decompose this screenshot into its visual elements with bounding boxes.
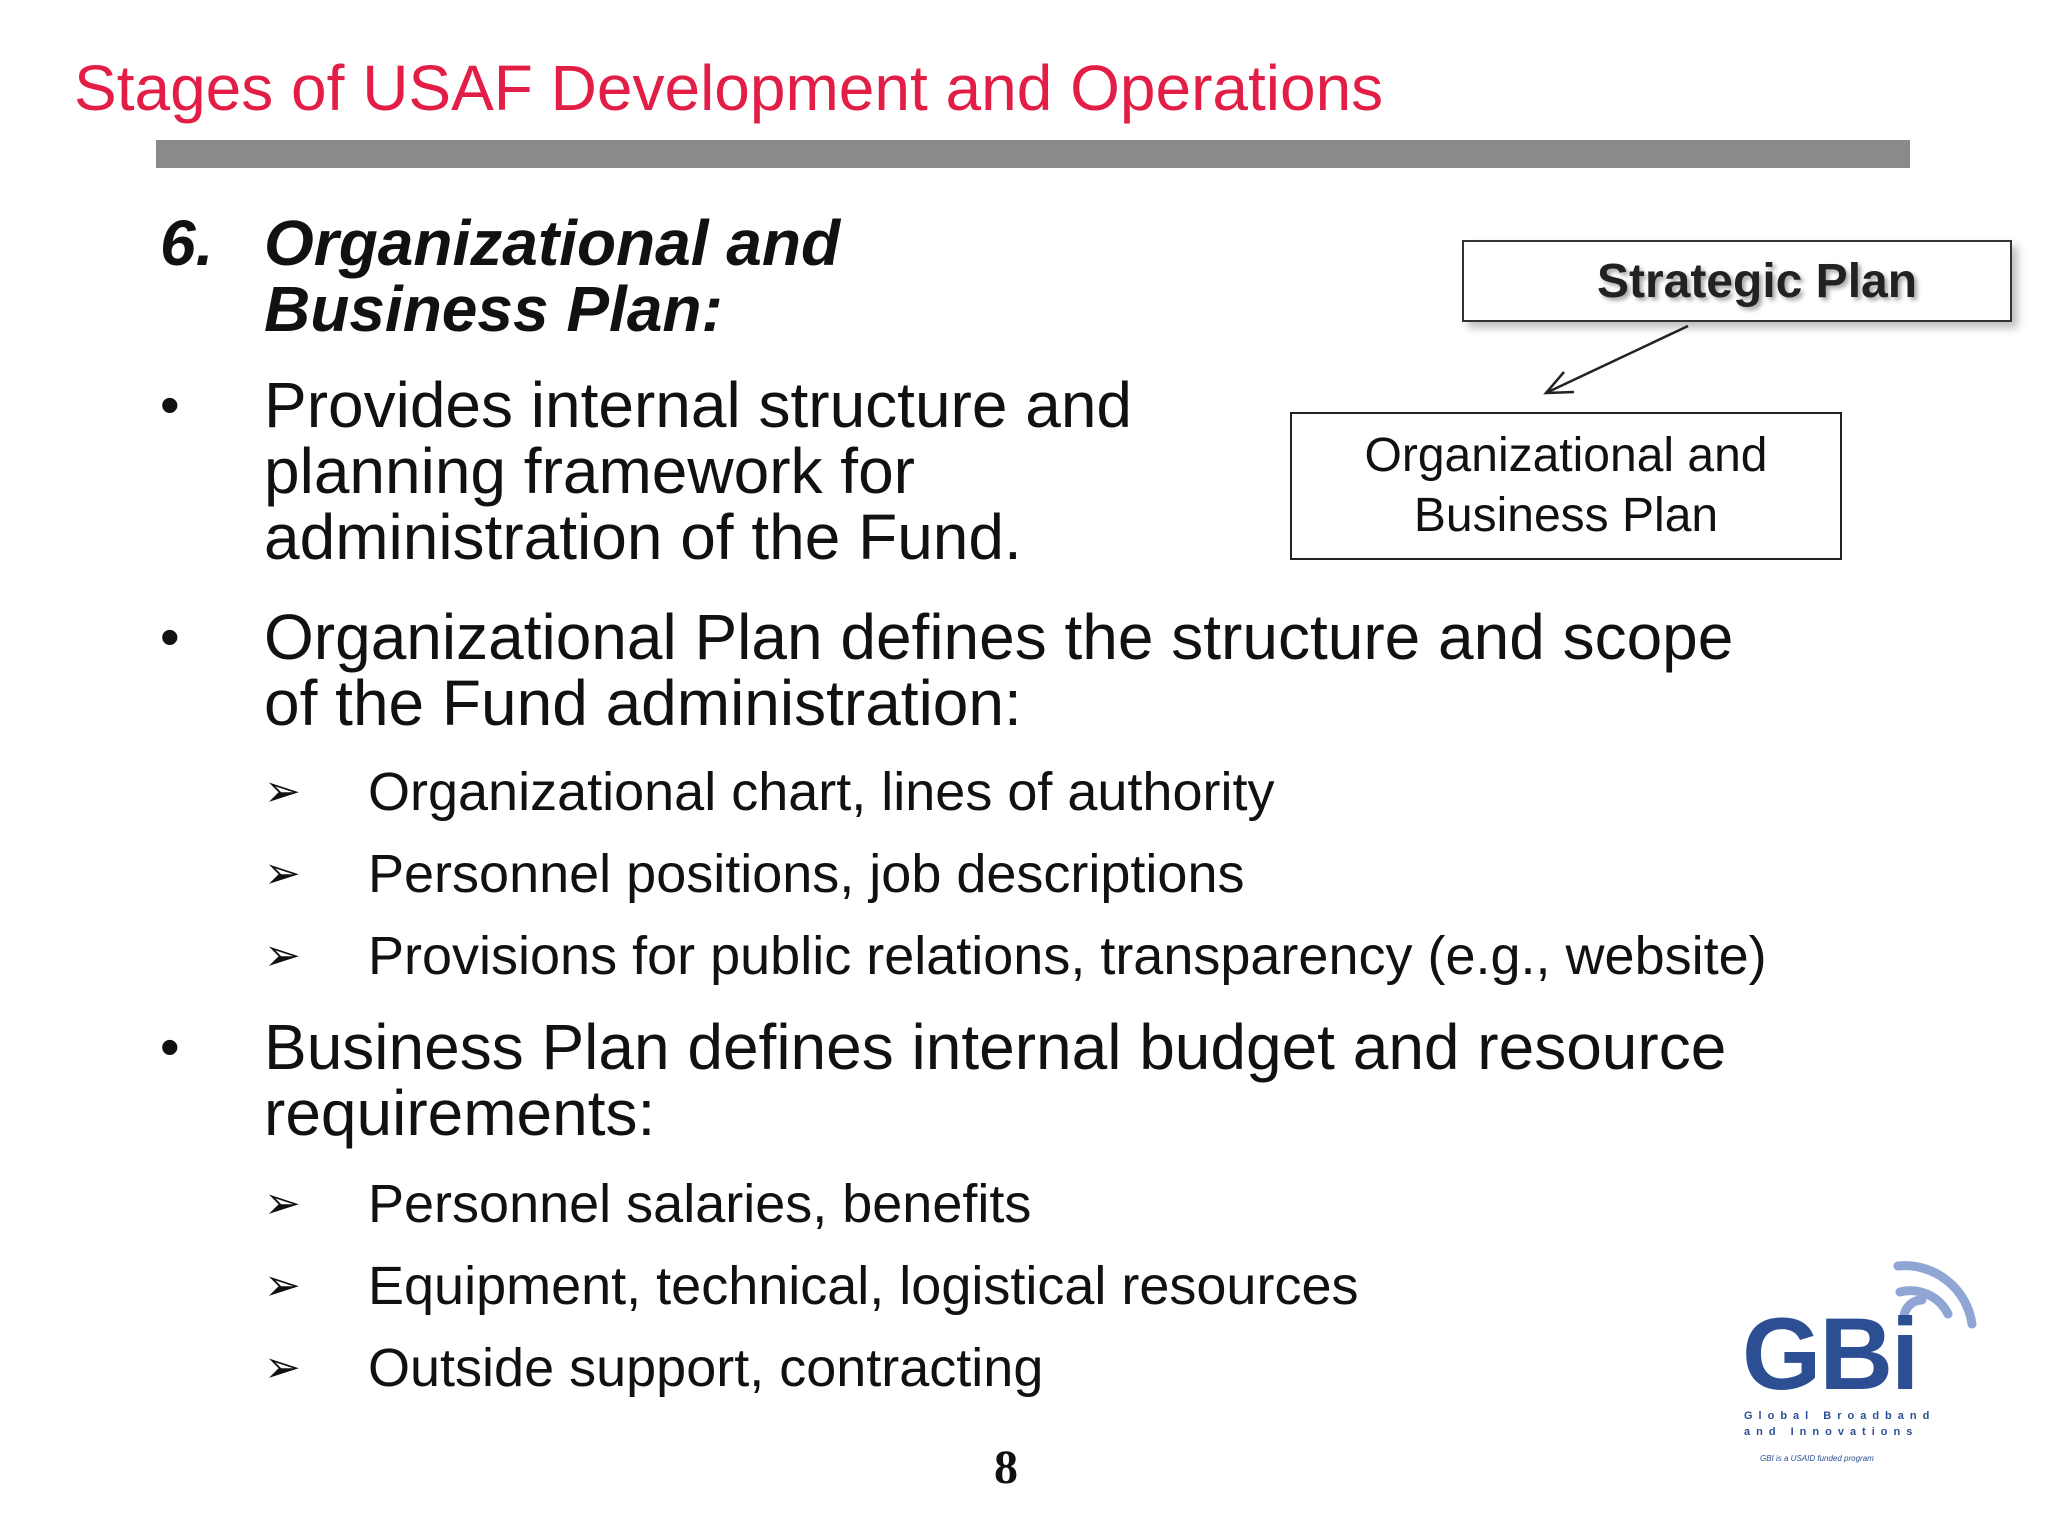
section-heading-line-1: Organizational and: [264, 207, 841, 279]
bullet-line: administration of the Fund.: [264, 501, 1022, 573]
bullet-glyph: •: [160, 1015, 180, 1078]
arrow-bullet-icon: ➢: [264, 767, 301, 816]
bullet-glyph: •: [160, 605, 180, 668]
strategic-plan-label: Strategic Plan: [1596, 255, 1918, 308]
arrow-bullet-icon: ➢: [264, 849, 301, 898]
logo-tagline: Global Broadband: [1744, 1410, 1936, 1422]
logo-mark: GBi: [1742, 1297, 1918, 1411]
bullet-line: planning framework for: [264, 435, 915, 507]
sub-list-text: Outside support, contracting: [368, 1338, 1044, 1398]
bullet-glyph: •: [160, 373, 180, 436]
org-business-plan-box: [1290, 412, 1842, 560]
sub-list-text: Personnel positions, job descriptions: [368, 844, 1245, 904]
connector-arrow: [1530, 320, 1710, 400]
section-number: 6.: [160, 207, 214, 279]
connector-line: [1548, 326, 1688, 392]
org-box-line-1: Organizational and: [1364, 429, 1768, 482]
bullet-line: requirements:: [264, 1077, 656, 1149]
sub-list-text: Personnel salaries, benefits: [368, 1174, 1032, 1234]
org-box-line-2: Business Plan: [1413, 489, 1719, 542]
title-rule: [156, 140, 1910, 168]
arrow-bullet-icon: ➢: [264, 1261, 301, 1310]
bullet-line: Organizational Plan defines the structure and scope: [264, 601, 1734, 673]
logo-subtext: GBI is a USAID funded program: [1760, 1454, 1874, 1463]
sub-list-text: Equipment, technical, logistical resources: [368, 1256, 1359, 1316]
bullet-line: Provides internal structure and: [264, 369, 1132, 441]
arrow-bullet-icon: ➢: [264, 1343, 301, 1392]
arrow-bullet-icon: ➢: [264, 1179, 301, 1228]
sub-list-text: Provisions for public relations, transparency (e.g., website): [368, 926, 1767, 986]
slide-title: Stages of USAF Development and Operations: [74, 52, 1384, 124]
bullet-line: Business Plan defines internal budget and resource: [264, 1011, 1727, 1083]
gbi-logo: [1730, 1232, 1980, 1472]
sub-list-text: Organizational chart, lines of authority: [368, 762, 1275, 822]
page-number: 8: [994, 1441, 1018, 1494]
arrow-bullet-icon: ➢: [264, 931, 301, 980]
section-heading-line-2: Business Plan:: [264, 273, 723, 345]
org-business-plan-label: [1365, 426, 1768, 546]
bullet-line: of the Fund administration:: [264, 667, 1022, 739]
logo-tagline: and Innovations: [1744, 1426, 1919, 1438]
strategic-plan-box: [1462, 240, 2012, 322]
